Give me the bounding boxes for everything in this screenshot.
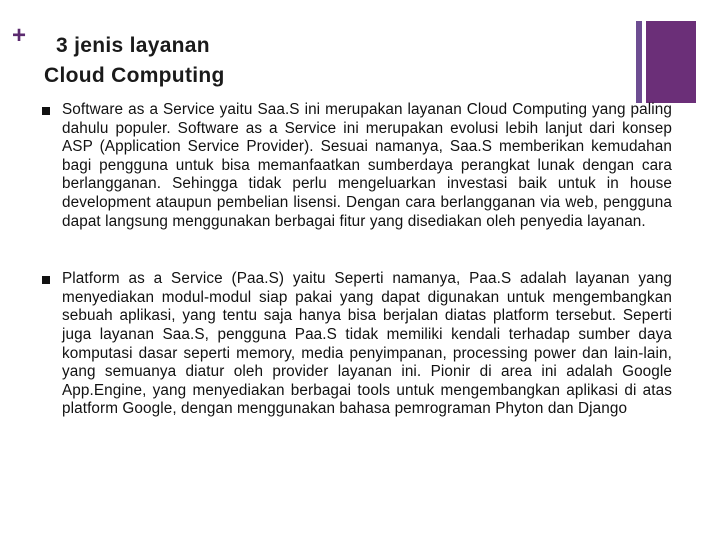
slide-title-line1: 3 jenis layanan (56, 34, 210, 57)
square-bullet-icon (42, 276, 50, 284)
plus-icon: + (12, 22, 27, 49)
bullet-text-paas: Platform as a Service (Paa.S) yaitu Seperti namanya, Paa.S adalah layanan yang menyediakan modul-modul siap pakai yang dapat digunakan untuk mengembangkan sebuah aplikasi, yang tentu saja hanya bisa berjalan diatas platform tersebut. Seperti juga layanan Saa.S, pengguna Paa.S tidak memiliki kendali terhadap sumber daya komputasi dasar seperti memory, media penyimpanan, processing power dan lain-lain, yang semuanya diatur oleh provider layanan ini. Pionir di area ini adalah Google App.Engine, yang menyediakan berbagai tools untuk mengembangkan aplikasi di atas platform Google, dengan menggunakan bahasa pemrograman Phyton dan Django (62, 270, 672, 418)
square-bullet-icon (42, 107, 50, 115)
slide-title (44, 31, 484, 91)
bullet-text-saas: Software as a Service yaitu Saa.S ini merupakan layanan Cloud Computing yang paling dahulu populer. Software as a Service ini merupakan evolusi lebih lanjut dari konsep ASP (Application Service Provider). Sesuai namanya, Saa.S memberikan kemudahan bagi pengguna untuk bisa memanfaatkan sumberdaya perangkat lunak dengan cara berlangganan. Sehingga tidak perlu mengeluarkan investasi baik untuk in house development ataupun pembelian lisensi. Dengan cara berlangganan via web, pengguna dapat langsung menggunakan berbagai fitur yang disediakan oleh penyedia layanan. (62, 101, 672, 230)
list-item (40, 101, 672, 231)
accent-bar-thick (646, 21, 696, 103)
list-item (40, 270, 672, 419)
slide-title-line2: Cloud Computing (44, 64, 225, 87)
bullet-list (40, 101, 672, 419)
accent-bar-thin (636, 21, 642, 103)
